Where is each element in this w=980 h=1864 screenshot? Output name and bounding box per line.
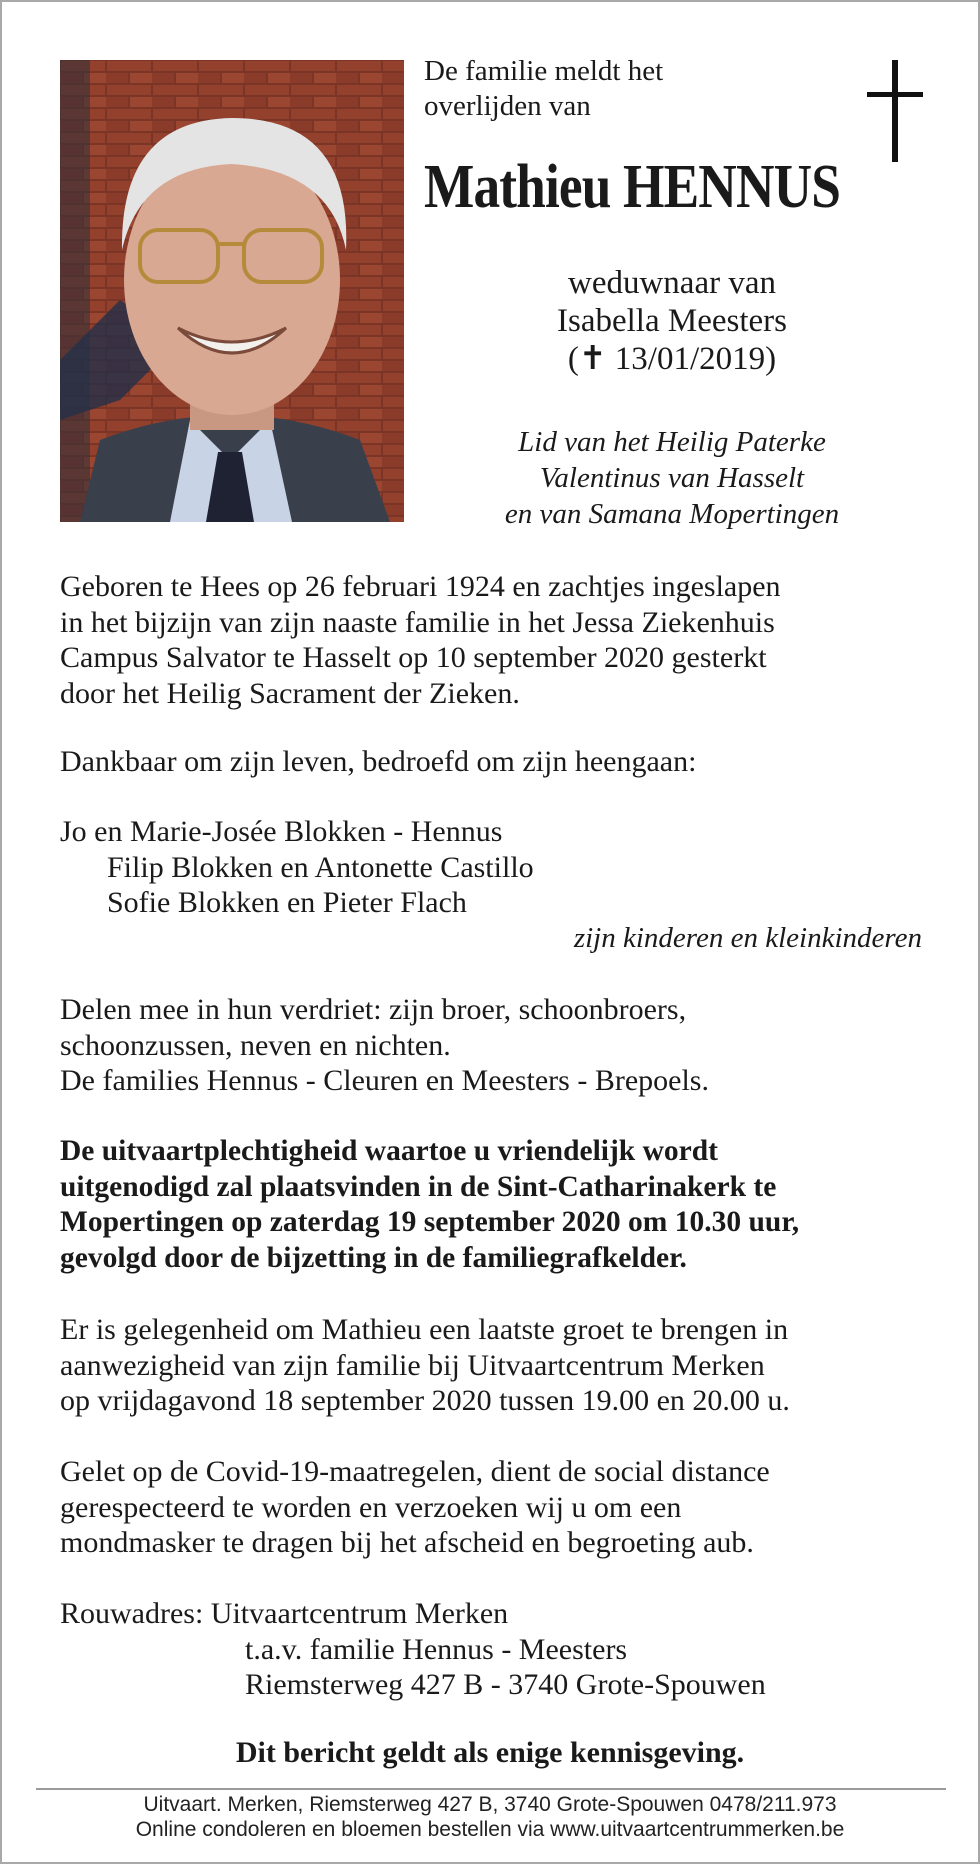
deceased-name: Mathieu HENNUS: [424, 153, 841, 221]
footer-line: Uitvaart. Merken, Riemsterweg 427 B, 3740 Grote-Spouwen 0478/211.973: [143, 1793, 837, 1816]
divider: [36, 1788, 946, 1790]
membership-line: en van Samana Mopertingen: [504, 498, 840, 530]
paragraph-line: aanwezigheid van zijn familie bij Uitvaartcentrum Merken: [60, 1348, 765, 1382]
portrait-photo: [60, 60, 404, 522]
address-line: Riemsterweg 427 B - 3740 Grote-Spouwen: [245, 1668, 766, 1701]
notice-line: Dit bericht geldt als enige kennisgeving.: [235, 1736, 745, 1769]
widower-of: [422, 264, 922, 378]
family-member: Sofie Blokken en Pieter Flach: [107, 886, 467, 919]
family-member: Filip Blokken en Antonette Castillo: [107, 850, 534, 884]
paragraph-line: mondmasker te dragen bij het afscheid en begroeting aub.: [60, 1526, 754, 1559]
paragraph-line: gevolgd door de bijzetting in de familiegrafkelder.: [60, 1241, 687, 1274]
paragraph-line: schoonzussen, neven en nichten.: [60, 1028, 451, 1062]
widow-line: weduwnaar van: [568, 265, 776, 301]
paragraph-line: Mopertingen op zaterdag 19 september 2020 om 10.30 uur,: [60, 1206, 800, 1238]
family-member: Jo en Marie-Josée Blokken - Hennus: [60, 815, 503, 848]
paragraph-line: De families Hennus - Cleuren en Meesters - Brepoels.: [60, 1064, 709, 1097]
address-line: t.a.v. familie Hennus - Meesters: [245, 1632, 628, 1666]
widow-line: (✝ 13/01/2019): [567, 341, 777, 377]
intro-line: overlijden van: [424, 90, 591, 122]
birth-death-paragraph: [60, 569, 781, 711]
paragraph-line: Campus Salvator te Hasselt op 10 september 2020 gesterkt: [60, 641, 767, 674]
widow-line: Isabella Meesters: [557, 303, 787, 339]
paragraph-line: in het bijzijn van zijn naaste familie in het Jessa Ziekenhuis: [60, 605, 775, 639]
footer-line: Online condoleren en bloemen bestellen via www.uitvaartcentrummerken.be: [135, 1818, 845, 1841]
paragraph-line: De uitvaartplechtigheid waartoe u vriendelijk wordt: [60, 1135, 718, 1167]
intro-text: [424, 54, 663, 124]
thanks-line: Dankbaar om zijn leven, bedroefd om zijn heengaan:: [60, 745, 697, 778]
paragraph-line: Delen mee in hun verdriet: zijn broer, schoonbroers,: [60, 993, 687, 1026]
paragraph-line: gerespecteerd te worden en verzoeken wij u om een: [60, 1490, 682, 1524]
cross-icon: [867, 60, 923, 162]
membership-line: Valentinus van Hasselt: [539, 462, 805, 494]
paragraph-line: uitgenodigd zal plaatsvinden in de Sint-Catharinakerk te: [60, 1170, 777, 1203]
paragraph-line: op vrijdagavond 18 september 2020 tussen 19.00 en 20.00 u.: [60, 1384, 790, 1417]
farewell-paragraph: [60, 1312, 790, 1419]
membership-line: Lid van het Heilig Paterke: [518, 426, 826, 458]
funeral-paragraph: [60, 1134, 799, 1276]
paragraph-line: Gelet op de Covid-19-maatregelen, dient de social distance: [60, 1455, 770, 1488]
paragraph-line: door het Heilig Sacrament der Zieken.: [60, 676, 520, 710]
paragraph-line: Geboren te Hees op 26 februari 1924 en zachtjes ingeslapen: [60, 570, 781, 603]
mourning-address: [60, 1596, 766, 1703]
address-line: Rouwadres: Uitvaartcentrum Merken: [60, 1597, 509, 1630]
intro-line: De familie meldt het: [424, 55, 664, 87]
footer: [2, 1792, 978, 1842]
sharing-paragraph: [60, 992, 709, 1099]
family-caption: zijn kinderen en kleinkinderen: [573, 922, 922, 954]
family-list: [60, 814, 534, 921]
paragraph-line: Er is gelegenheid om Mathieu een laatste groet te brengen in: [60, 1313, 789, 1346]
covid-paragraph: [60, 1454, 770, 1561]
membership: [422, 424, 922, 532]
